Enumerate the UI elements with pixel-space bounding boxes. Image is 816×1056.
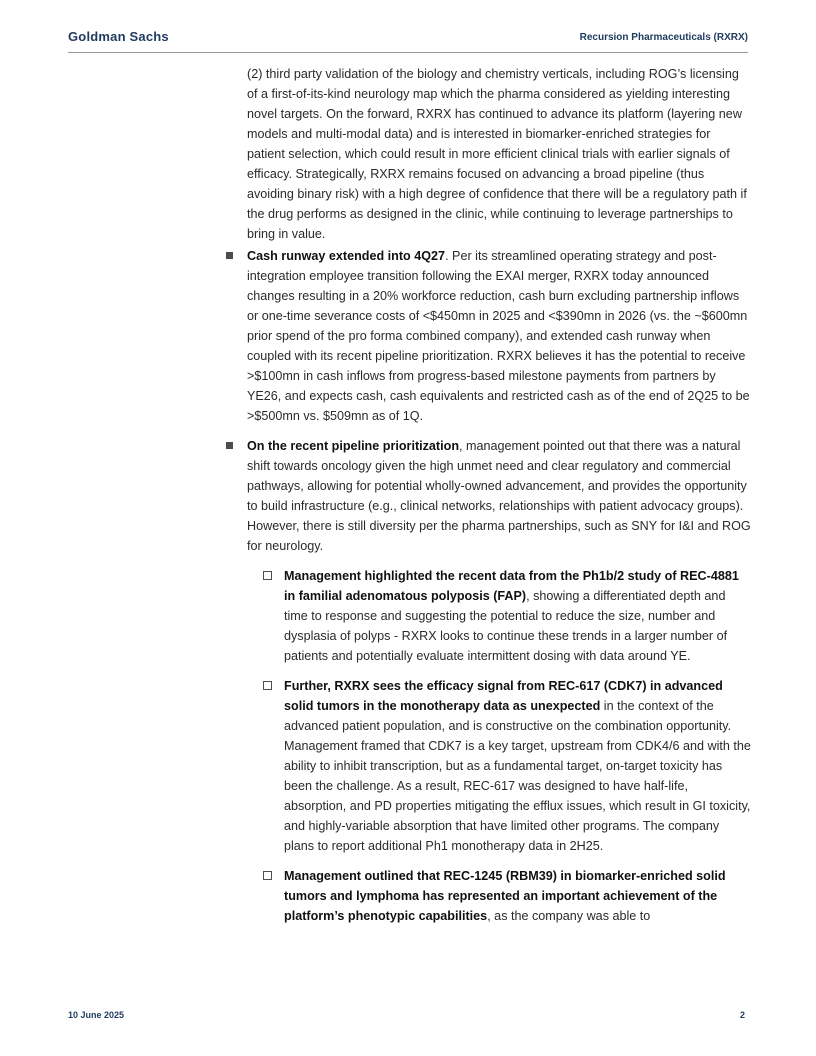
bullet-heading: On the recent pipeline prioritization bbox=[247, 439, 460, 453]
report-body bbox=[226, 64, 751, 936]
footer-date: 10 June 2025 bbox=[68, 1010, 125, 1020]
sub-bullet-rec-617 bbox=[263, 676, 751, 856]
hollow-square-bullet-icon bbox=[263, 871, 272, 880]
bullet-text: . Per its streamlined operating strategy and post-integration employee transition following the EXAI merger, RXRX today announced changes resulting in a 20% workforce reduction, cash burn excluding partnership inflows or one-time severance costs of <$450mn in 2025 and <$390mn in 2026 (vs. the ~$600mn prior spend of the pro forma combined company), and extended cash runway when coupled with its recent pipeline prioritization. RXRX believes it has the potential to receive >$100mn in cash inflows from progress-based milestone payments from partners by YE26, and expects cash, cash equivalents and restricted cash as of the end of 2Q25 to be >$500mn vs. $509mn as of 1Q. bbox=[247, 249, 750, 423]
sub-bullet-rec-1245 bbox=[263, 866, 751, 926]
hollow-square-bullet-icon bbox=[263, 681, 272, 690]
bullet-heading: Cash runway extended into 4Q27 bbox=[247, 249, 446, 263]
page-header bbox=[68, 28, 748, 53]
sub-bullet-heading: Further, RXRX sees the efficacy signal from REC-617 (CDK7) in advanced solid tumors in the monotherapy data as unexpected bbox=[284, 679, 723, 713]
bullet-text: , management pointed out that there was a natural shift towards oncology given the high unmet need and clear regulatory and commercial pathways, allowing for potential wholly-owned advancement, and provides the opportunity to build infrastructure (e.g., clinical networks, relationships with patient advocacy groups). However, there is still diversity per the pharma partnerships, such as SNY for I&I and ROG for neurology. bbox=[247, 439, 751, 553]
hollow-square-bullet-icon bbox=[263, 571, 272, 580]
sub-bullet-text: , as the company was able to bbox=[487, 909, 651, 923]
sub-bullet-rec-4881 bbox=[263, 566, 751, 666]
square-bullet-icon bbox=[226, 252, 233, 259]
brand-logo: Goldman Sachs bbox=[68, 29, 169, 44]
bullet-cash-runway bbox=[226, 246, 751, 426]
square-bullet-icon bbox=[226, 442, 233, 449]
sub-bullet-text: , showing a differentiated depth and time to response and suggesting the potential to reduce the size, number and dysplasia of polyps - RXRX looks to continue these trends in a larger number of patients and potentially evaluate intermittent dosing with data around YE. bbox=[284, 589, 728, 663]
bullet-pipeline-prioritization bbox=[226, 436, 751, 556]
report-title: Recursion Pharmaceuticals (RXRX) bbox=[579, 32, 748, 43]
sub-bullet-heading: Management highlighted the recent data from the Ph1b/2 study of REC-4881 in familial adenomatous polyposis (FAP) bbox=[284, 569, 739, 603]
page-number: 2 bbox=[740, 1010, 746, 1020]
sub-bullet-heading: Management outlined that REC-1245 (RBM39) in biomarker-enriched solid tumors and lymphoma has represented an important achievement of the platform’s phenotypic capabilities bbox=[284, 869, 726, 923]
intro-paragraph: (2) third party validation of the biology and chemistry verticals, including ROG’s licensing of a first-of-its-kind neurology map which the pharma considered as yielding interesting novel targets. On the forward, RXRX has continued to advance its platform (layering new models and multi-modal data) and is interested in biomarker-enriched strategies for patient selection, which could result in more efficient clinical trials with earlier signals of efficacy. Strategically, RXRX remains focused on advancing a broad pipeline (thus avoiding binary risk) with a high degree of confidence that there will be a regulatory path if the drug performs as designed in the clinic, while continuing to leverage partnerships to bring in value. bbox=[247, 67, 747, 241]
sub-bullet-text: in the context of the advanced patient population, and is constructive on the combination opportunity. Management framed that CDK7 is a key target, upstream from CDK4/6 and with the ability to inhibit transcription, but as a fundamental target, on-target toxicity has been the challenge. As a result, REC-617 was designed to have half-life, absorption, and PD properties mitigating the efflux issues, which result in GI toxicity, and highly-variable absorption that have limited other programs. The company plans to report additional Ph1 monotherapy data in 2H25. bbox=[284, 699, 751, 853]
